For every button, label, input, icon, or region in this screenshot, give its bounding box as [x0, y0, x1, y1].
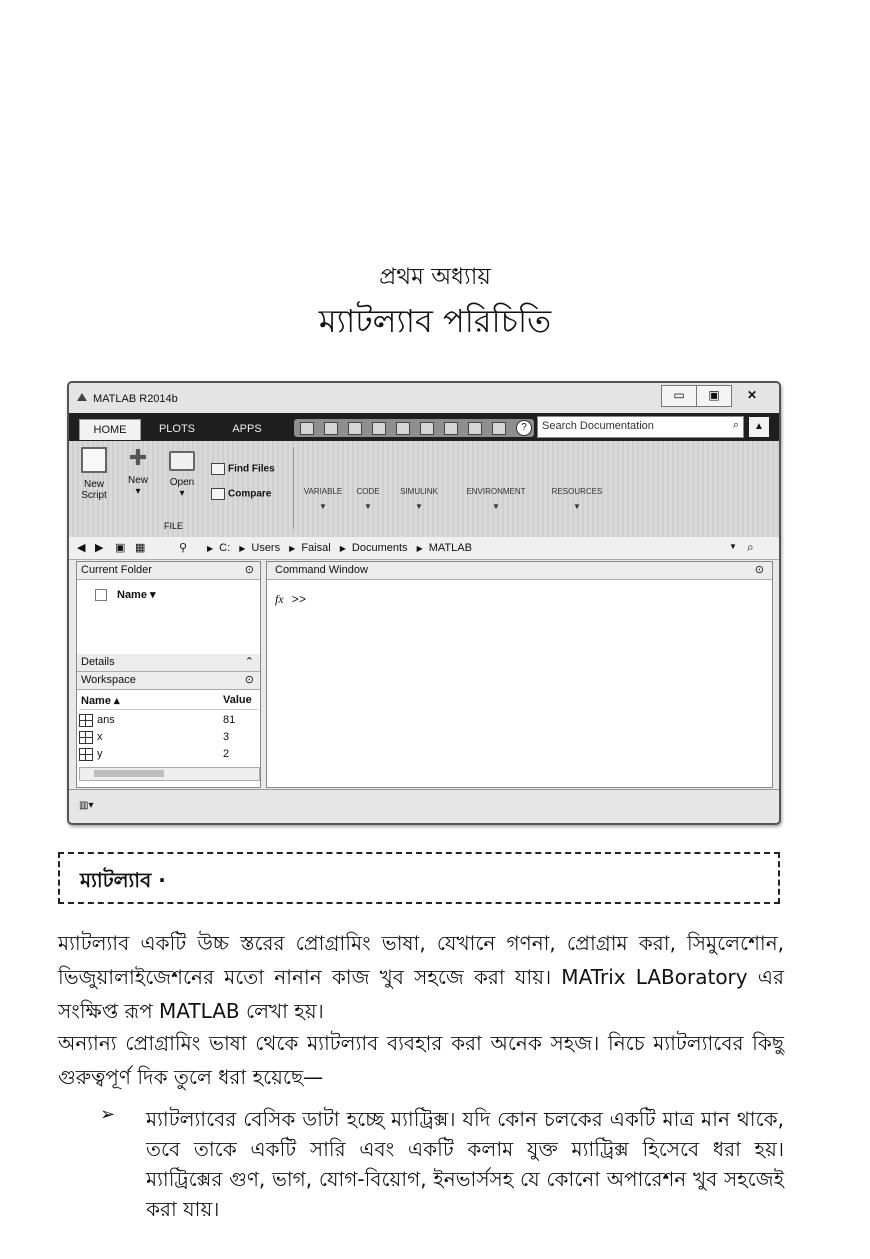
new-script-button[interactable]: New Script: [77, 447, 111, 501]
breadcrumb: ▶ C: ▶ Users ▶ Faisal ▶ Documents ▶ MATLAB: [207, 542, 472, 554]
section-heading-box: [58, 852, 780, 904]
search-input[interactable]: [538, 417, 716, 435]
quick-access-toolbar: [294, 419, 534, 437]
title-bar: [69, 383, 779, 413]
scrollbar-thumb[interactable]: [94, 770, 164, 777]
panel-menu-icon[interactable]: ⊙: [244, 564, 254, 576]
new-button[interactable]: ✚ New ▾: [121, 447, 155, 497]
breadcrumb-item[interactable]: Documents: [351, 542, 408, 554]
matrix-icon: [79, 731, 93, 744]
details-header[interactable]: Details ⌃: [77, 654, 260, 672]
find-files-icon: [211, 463, 225, 475]
layout-icon[interactable]: [468, 422, 482, 435]
close-button[interactable]: ✕: [746, 388, 758, 402]
tab-apps[interactable]: APPS: [232, 423, 262, 435]
matlab-logo-icon: [77, 392, 87, 402]
collapse-ribbon-icon[interactable]: ▲: [749, 417, 769, 437]
address-bar: [69, 537, 779, 560]
help-icon[interactable]: ?: [516, 420, 532, 436]
column-value[interactable]: Value: [223, 694, 252, 706]
preferences-icon[interactable]: [492, 422, 506, 435]
folder-icon: [169, 451, 195, 471]
column-name[interactable]: Name ▴: [81, 695, 120, 707]
find-files-button[interactable]: Find Files: [211, 463, 275, 475]
section-variable[interactable]: VARIABLE ▼: [303, 487, 343, 511]
command-window-header: Command Window ⊙: [267, 562, 772, 580]
save-icon[interactable]: [300, 422, 314, 435]
checkbox[interactable]: [95, 589, 107, 601]
table-row[interactable]: ans 81: [79, 712, 258, 729]
workspace-table-header: [79, 693, 258, 710]
matrix-icon: [79, 714, 93, 727]
paragraph-features: অন্যান্য প্রোগ্রামিং ভাষা থেকে ম্যাটল্যাব ব্যবহার করা অনেক সহজ। নিচে ম্যাটল্যাবের কিছু গুরুত্বপূর্ণ দিক তুলে ধরা হয়েছে—: [58, 1031, 784, 1089]
chevron-up-icon[interactable]: ⌃: [244, 656, 254, 668]
section-heading: ম্যাটল্যাব ·: [80, 868, 166, 892]
breadcrumb-item[interactable]: MATLAB: [428, 542, 472, 554]
ribbon-tab-bar: [69, 413, 779, 441]
section-environment[interactable]: ENVIRONMENT ▼: [466, 487, 526, 511]
workspace-header: Workspace ⊙: [77, 672, 260, 690]
paragraph-intro: ম্যাটল্যাব একটি উচ্চ স্তরের প্রোগ্রামিং ভাষা, যেখানে গণনা, প্রোগ্রাম করা, সিমুলেশোন, ভিজুয়ালাইজেশনের মতো নানান কাজ খুব সহজে করা যায়। MATrix LABoratory এর সংক্ষিপ্ত রূপ MATLAB লেখা হয়।: [58, 931, 784, 1023]
drive-icon: ⚲: [179, 542, 188, 554]
cut-icon[interactable]: [324, 422, 338, 435]
section-code[interactable]: CODE ▼: [356, 487, 380, 511]
switch-windows-icon[interactable]: [444, 422, 458, 435]
chevron-down-icon: ▾: [135, 486, 141, 497]
panel-menu-icon[interactable]: ⊙: [244, 674, 254, 686]
bullet-item: ম্যাটল্যাবের বেসিক ডাটা হচ্ছে ম্যাট্রিক্স। যদি কোন চলকের একটি মাত্র মান থাকে, তবে তাকে একটি সারি এবং একটি কলাম যুক্ত ম্যাট্রিক্স হিসেবে ধরা হয়। ম্যাট্রিক্সের গুণ, ভাগ, যোগ-বিয়োগ, ইনভার্সসহ যে কোনো অপারেশন খুব সহজেই করা যায়।: [146, 1107, 784, 1221]
ribbon-divider: [293, 447, 294, 529]
chevron-down-icon[interactable]: ▼: [729, 542, 737, 551]
breadcrumb-item[interactable]: C:: [219, 542, 231, 554]
search-documentation[interactable]: [537, 416, 744, 438]
tab-home[interactable]: HOME: [79, 419, 141, 440]
name-column-header[interactable]: Name ▾: [95, 588, 156, 601]
horizontal-scrollbar[interactable]: [79, 767, 260, 781]
tab-plots[interactable]: PLOTS: [158, 423, 196, 435]
minimize-button[interactable]: ▭: [661, 385, 697, 407]
open-button[interactable]: Open ▾: [165, 447, 199, 499]
chapter-number: প্রথম অধ্যায়: [379, 264, 491, 290]
app-title: MATLAB R2014b: [93, 393, 178, 405]
redo-icon[interactable]: [420, 422, 434, 435]
search-icon[interactable]: ⌕: [747, 540, 754, 554]
new-plus-icon: ✚: [128, 445, 148, 470]
matrix-icon: [79, 748, 93, 761]
status-bar: [69, 789, 779, 820]
undo-icon[interactable]: [396, 422, 410, 435]
bullet-arrow-icon: ➢: [100, 1104, 116, 1125]
matlab-window-screenshot: [67, 381, 781, 825]
command-window[interactable]: [266, 561, 773, 788]
maximize-button[interactable]: ▣: [696, 385, 732, 407]
chevron-down-icon: ▾: [179, 488, 185, 499]
command-prompt[interactable]: fx >>: [275, 592, 307, 607]
up-folder-icon[interactable]: ▣: [115, 542, 126, 554]
left-panel: [76, 561, 261, 788]
back-icon[interactable]: ◀: [77, 542, 86, 554]
breadcrumb-item[interactable]: Users: [251, 542, 281, 554]
new-script-icon: [81, 447, 107, 473]
current-folder-header: Current Folder ⊙: [77, 562, 260, 580]
table-row[interactable]: y 2: [79, 746, 258, 763]
status-icon: ▥▾: [79, 800, 94, 811]
section-resources[interactable]: RESOURCES ▼: [551, 487, 603, 511]
section-simulink[interactable]: SIMULINK ▼: [400, 487, 438, 511]
file-group-label: FILE: [164, 521, 184, 531]
paste-icon[interactable]: [372, 422, 386, 435]
panel-menu-icon[interactable]: ⊙: [754, 564, 764, 576]
chapter-title: ম্যাটল্যাব পরিচিতি: [318, 302, 552, 340]
breadcrumb-item[interactable]: Faisal: [301, 542, 331, 554]
compare-icon: [211, 488, 225, 500]
copy-icon[interactable]: [348, 422, 362, 435]
fx-icon[interactable]: fx: [275, 592, 284, 606]
ribbon-home: [69, 441, 779, 538]
forward-icon[interactable]: ▶: [95, 542, 104, 554]
table-row[interactable]: x 3: [79, 729, 258, 746]
search-icon[interactable]: ⌕: [732, 419, 739, 431]
compare-button[interactable]: Compare: [211, 488, 271, 500]
browse-folder-icon[interactable]: ▦: [135, 542, 146, 554]
